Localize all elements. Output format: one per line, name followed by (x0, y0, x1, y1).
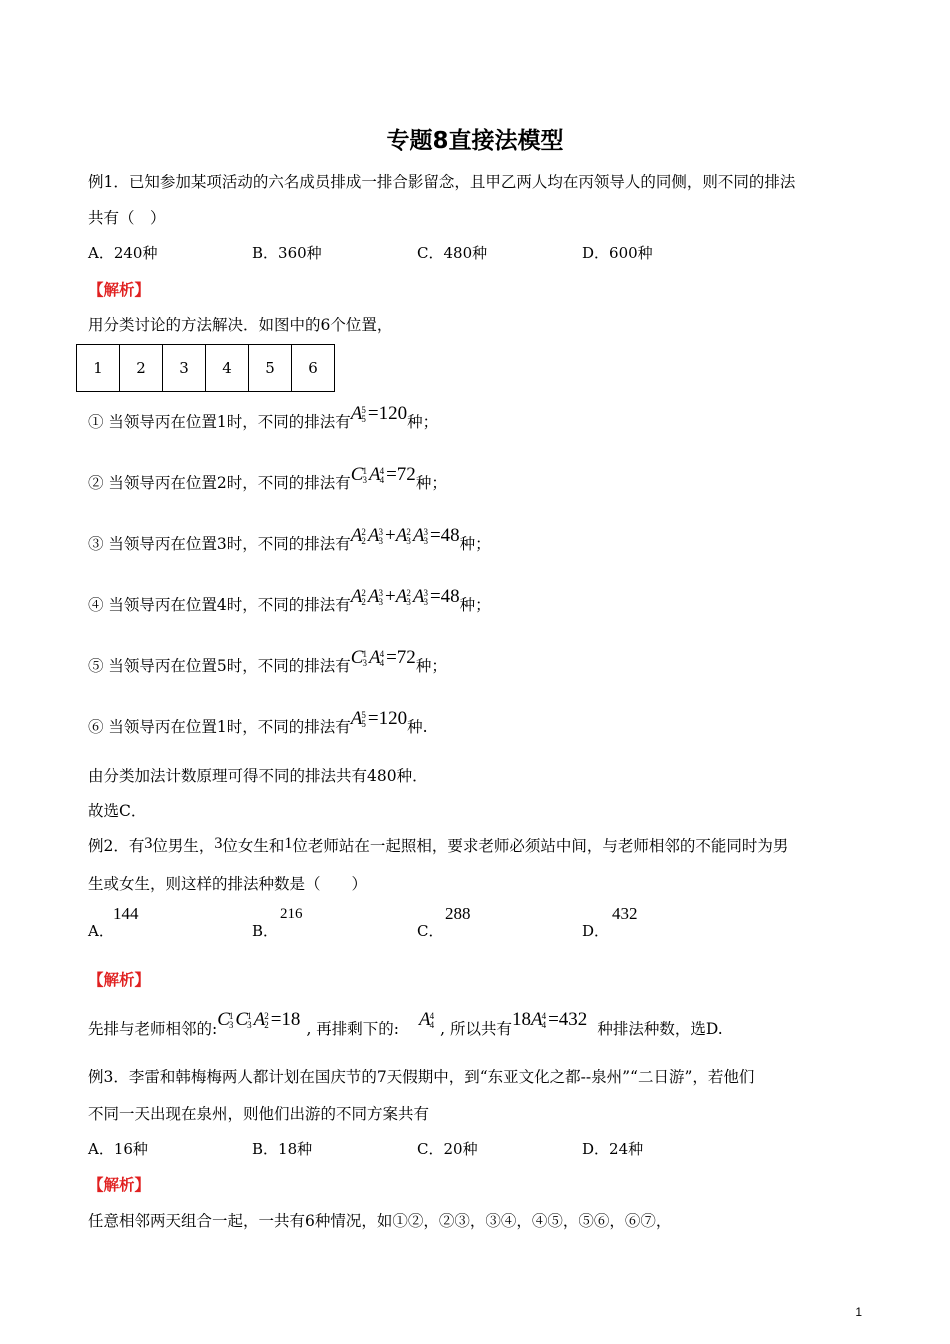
ex1-option-d: D．600种 (582, 244, 653, 262)
ex2-stem-line1: 例2．有3位男生，3位女生和1位老师站在一起照相，要求老师必须站中间，与老师相邻的不能同时为男 (88, 835, 789, 855)
page-title: 专题8直接法模型 (386, 128, 564, 154)
position-cell: 4 (206, 345, 249, 392)
ex2-option-b-letter: B． (252, 922, 279, 940)
ex2-option-d-value: 432 (612, 904, 638, 923)
ex3-option-c: C．20种 (417, 1140, 478, 1158)
position-cell: 5 (249, 345, 292, 392)
ex3-solution: 任意相邻两天组合一起，一共有6种情况，如①②，②③，③④，④⑤，⑤⑥，⑥⑦， (88, 1212, 672, 1230)
ex1-option-b: B．360种 (252, 244, 322, 262)
ex1-case-6: ⑥ 当领导丙在位置1时，不同的排法有A 5 5 =120种. (88, 708, 428, 736)
ex2-option-c-value: 288 (445, 904, 471, 923)
ex3-option-a: A．16种 (88, 1140, 148, 1158)
position-table (76, 344, 335, 392)
ex1-option-a: A．240种 (88, 244, 158, 262)
ex3-option-d: D．24种 (582, 1140, 644, 1158)
ex3-solution-label: 【解析】 (88, 1175, 151, 1194)
ex2-option-b-value: 216 (280, 906, 303, 922)
ex2-option-a-letter: A． (88, 922, 114, 940)
ex2-option-a-value: 144 (113, 904, 139, 923)
ex1-solution-label: 【解析】 (88, 280, 151, 299)
position-cell: 6 (292, 345, 335, 392)
ex3-option-b: B．18种 (252, 1140, 313, 1158)
ex2-solution: 先排与老师相邻的:C 1 3 C 1 3 A 2 2 =18 , 再排剩下的: A 4 4 , 所以共有18A 4 4 =432 种排法种数，选D. (88, 1009, 723, 1038)
ex2-solution-label: 【解析】 (88, 970, 151, 989)
position-cell: 1 (77, 345, 120, 392)
ex1-case-3: ③ 当领导丙在位置3时，不同的排法有A 2 2 A 3 3 +A 2 3 A 3 3 =48种； (88, 525, 491, 553)
ex3-stem-line1: 例3．李雷和韩梅梅两人都计划在国庆节的7天假期中，到“东亚文化之都--泉州”“二日游”，若他们 (88, 1068, 755, 1086)
ex1-stem-line1: 例1．已知参加某项活动的六名成员排成一排合影留念，且甲乙两人均在丙领导人的同侧，则不同的排法 (88, 173, 796, 191)
ex1-stem-line2: 共有（ ） (88, 209, 166, 227)
ex1-case-2: ② 当领导丙在位置2时，不同的排法有C 1 3 A 4 4 =72种； (88, 464, 447, 492)
ex1-case-1: ① 当领导丙在位置1时，不同的排法有A 5 5 =120种； (88, 403, 439, 431)
ex1-case-4: ④ 当领导丙在位置4时，不同的排法有A 2 2 A 3 3 +A 2 3 A 3 3 =48种； (88, 586, 491, 614)
ex2-stem-line2: 生或女生，则这样的排法种数是（ ） (88, 875, 368, 893)
page-number: 1 (855, 1305, 862, 1319)
ex3-stem-line2: 不同一天出现在泉州，则他们出游的不同方案共有 (88, 1105, 430, 1123)
ex1-intro: 用分类讨论的方法解决．如图中的6个位置， (88, 316, 393, 334)
ex1-option-c: C．480种 (417, 244, 488, 262)
ex1-answer: 故选C． (88, 802, 147, 820)
ex2-option-c-letter: C． (417, 922, 444, 940)
ex1-conclusion: 由分类加法计数原理可得不同的排法共有480种． (88, 767, 428, 785)
ex1-case-5: ⑤ 当领导丙在位置5时，不同的排法有C 1 3 A 4 4 =72种； (88, 647, 447, 675)
position-cell: 2 (120, 345, 163, 392)
position-cell: 3 (163, 345, 206, 392)
ex2-option-d-letter: D． (582, 922, 610, 940)
